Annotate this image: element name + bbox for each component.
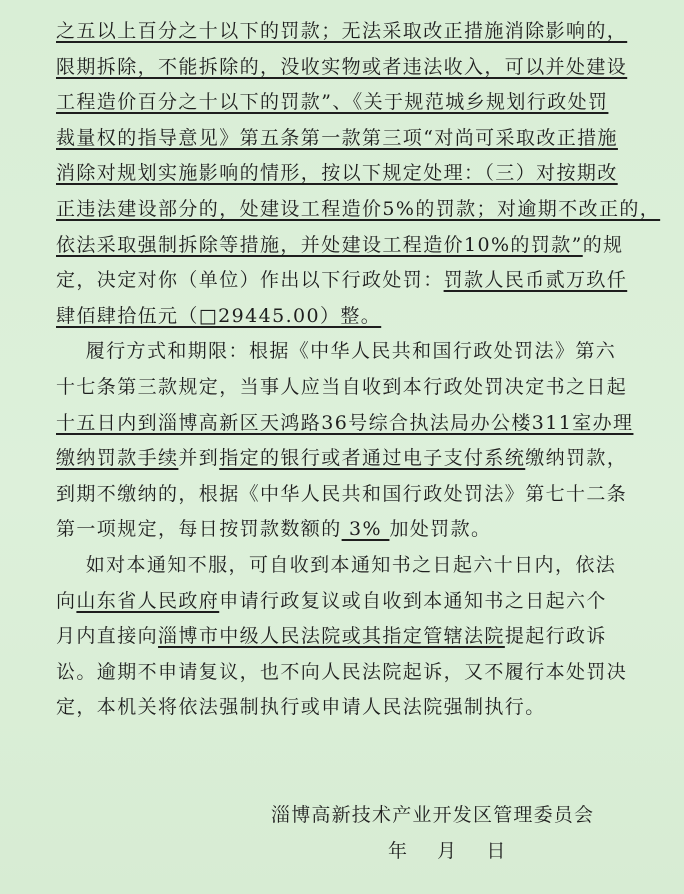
- plain-text: 讼。逾期不申请复议，也不向人民法院起诉，又不履行本处罚决: [56, 660, 628, 683]
- plain-text: 加处罚款。: [389, 518, 492, 541]
- plain-text: 到期不缴纳的，根据《中华人民共和国行政处罚法》第七十二条: [56, 482, 628, 505]
- plain-text: 十七条第三款规定，当事人应当自收到本行政处罚决定书之日起: [56, 376, 628, 398]
- text-line: [0, 14, 684, 48]
- plain-text: 提起行政诉: [504, 625, 607, 648]
- plain-text: 向: [56, 589, 77, 612]
- underlined-text: 消除对规划实施影响的情形，按以下规定处理：（三）对按期改: [56, 162, 618, 185]
- text-line: [0, 584, 684, 618]
- underlined-text: 限期拆除，不能拆除的，没收实物或者违法收入，可以并处建设: [56, 55, 628, 78]
- plain-text: 月内直接向: [56, 625, 159, 648]
- underlined-text: 山东省人民政府: [76, 589, 220, 612]
- plain-text: 履行方式和期限：根据《中华人民共和国行政处罚法》第六: [56, 340, 617, 363]
- text-line: [0, 192, 684, 226]
- text-line: [0, 619, 684, 653]
- text-line: [0, 85, 684, 119]
- underlined-text: 依法采取强制拆除等措施，并处建设工程造价10%的罚款”: [56, 233, 583, 256]
- plain-text: 定，本机关将依法强制执行或申请人民法院强制执行。: [56, 696, 546, 719]
- underlined-text: 指定的银行或者通过电子支付系统: [219, 447, 526, 470]
- text-line: [0, 548, 684, 582]
- plain-text: 第一项规定，每日按罚款数额的: [56, 518, 342, 541]
- underlined-text: 正违法建设部分的，处建设工程造价5%的罚款；对逾期不改正的，: [56, 198, 661, 220]
- underlined-text: 之五以上百分之十以下的罚款；无法采取改正措施消除影响的，: [56, 20, 628, 42]
- text-line: [0, 655, 684, 689]
- underlined-text: 罚款人民币贰万玖仟: [443, 269, 628, 292]
- plain-text: 定，决定对你（单位）作出以下行政处罚：: [56, 269, 444, 292]
- text-line: [0, 121, 684, 155]
- text-line: [0, 441, 684, 475]
- underlined-text: 缴纳罚款手续: [56, 447, 179, 470]
- underlined-text: 3%: [341, 518, 390, 541]
- plain-text: 申请行政复议或自收到本通知书之日起六个: [219, 589, 607, 612]
- issue-date: 年 月 日: [388, 840, 507, 862]
- plain-text: 的规: [582, 233, 624, 256]
- text-line: [0, 406, 684, 440]
- underlined-text: 裁量权的指导意见》第五条第一款第三项“对尚可采取改正措施: [56, 126, 618, 149]
- text-line: [0, 228, 684, 262]
- underlined-text: 十五日内到淄博高新区天鸿路36号综合执法局办公楼311室办理: [56, 411, 634, 434]
- text-line: [0, 334, 684, 368]
- text-line: [0, 50, 684, 84]
- text-line: [0, 477, 684, 511]
- underlined-text: 淄博市中级人民法院或其指定管辖法院: [158, 625, 505, 648]
- text-line: [0, 512, 684, 546]
- text-line: [0, 156, 684, 190]
- text-line: [0, 370, 684, 404]
- underlined-text: 肆佰肆拾伍元（□29445.00）整。: [56, 304, 382, 327]
- issuing-organization: 淄博高新技术产业开发区管理委员会: [271, 804, 595, 826]
- text-line: [0, 299, 684, 333]
- underlined-text: 工程造价百分之十以下的罚款”、《关于规范城乡规划行政处罚: [56, 91, 609, 114]
- plain-text: 并到: [178, 447, 220, 470]
- plain-text: 缴纳罚款，: [525, 447, 628, 470]
- plain-text: 如对本通知不服，可自收到本通知书之日起六十日内，依法: [56, 554, 617, 576]
- text-line: [0, 263, 684, 297]
- text-line: [0, 690, 684, 724]
